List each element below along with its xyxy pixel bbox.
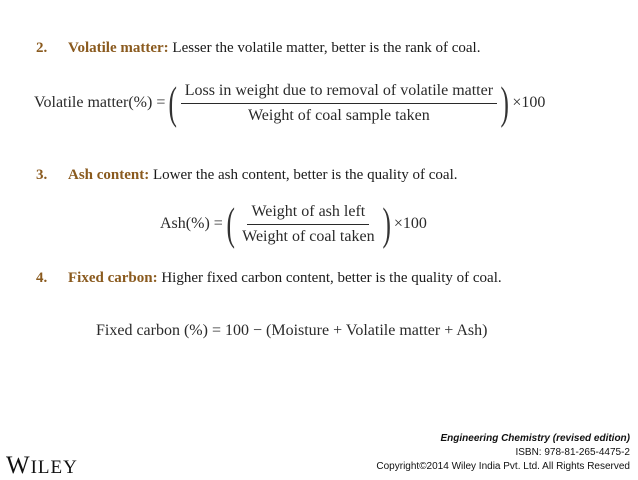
fraction — [238, 203, 378, 246]
right-paren-icon: ) — [500, 77, 509, 128]
formula-text: Fixed carbon (%) = 100 − (Moisture + Volatile matter + Ash) — [96, 322, 488, 339]
numerator: Weight of ash left — [247, 203, 369, 225]
wiley-logo — [6, 452, 78, 480]
logo-rest: ILEY — [30, 457, 78, 478]
formula-volatile-matter — [34, 77, 546, 128]
logo-initial: W — [6, 452, 31, 479]
item-number: 2. — [36, 40, 48, 56]
isbn: ISBN: 978-81-265-4475-2 — [515, 447, 630, 458]
list-item-fixed-carbon — [36, 270, 502, 287]
item-term: Ash content: — [68, 167, 150, 183]
left-paren-icon: ( — [168, 77, 178, 128]
numerator: Loss in weight due to removal of volatile matter — [181, 82, 497, 104]
formula-ash — [160, 198, 427, 249]
right-paren-icon: ) — [382, 198, 391, 249]
item-text: Lower the ash content, better is the quality of coal. — [149, 167, 458, 183]
formula-suffix: ×100 — [393, 215, 427, 232]
book-title: Engineering Chemistry (revised edition) — [440, 433, 630, 444]
denominator: Weight of coal taken — [242, 227, 375, 245]
left-paren-icon: ( — [226, 198, 235, 249]
denominator: Weight of coal sample taken — [247, 106, 430, 124]
formula-fixed-carbon — [96, 322, 487, 340]
formula-lhs: Volatile matter(%) = — [34, 94, 166, 111]
item-number: 4. — [36, 270, 48, 286]
formula-suffix: ×100 — [512, 94, 546, 111]
formula-lhs: Ash(%) = — [160, 215, 223, 232]
item-text: Lesser the volatile matter, better is the rank of coal. — [168, 40, 481, 56]
item-text: Higher fixed carbon content, better is the quality of coal. — [157, 270, 502, 286]
item-term: Fixed carbon: — [68, 270, 158, 286]
item-term: Volatile matter: — [68, 40, 169, 56]
list-item-ash-content — [36, 167, 457, 184]
copyright: Copyright©2014 Wiley India Pvt. Ltd. All Rights Reserved — [376, 461, 630, 472]
fraction — [181, 82, 497, 125]
footer — [376, 433, 630, 472]
item-number: 3. — [36, 167, 48, 183]
list-item-volatile-matter — [36, 40, 480, 57]
